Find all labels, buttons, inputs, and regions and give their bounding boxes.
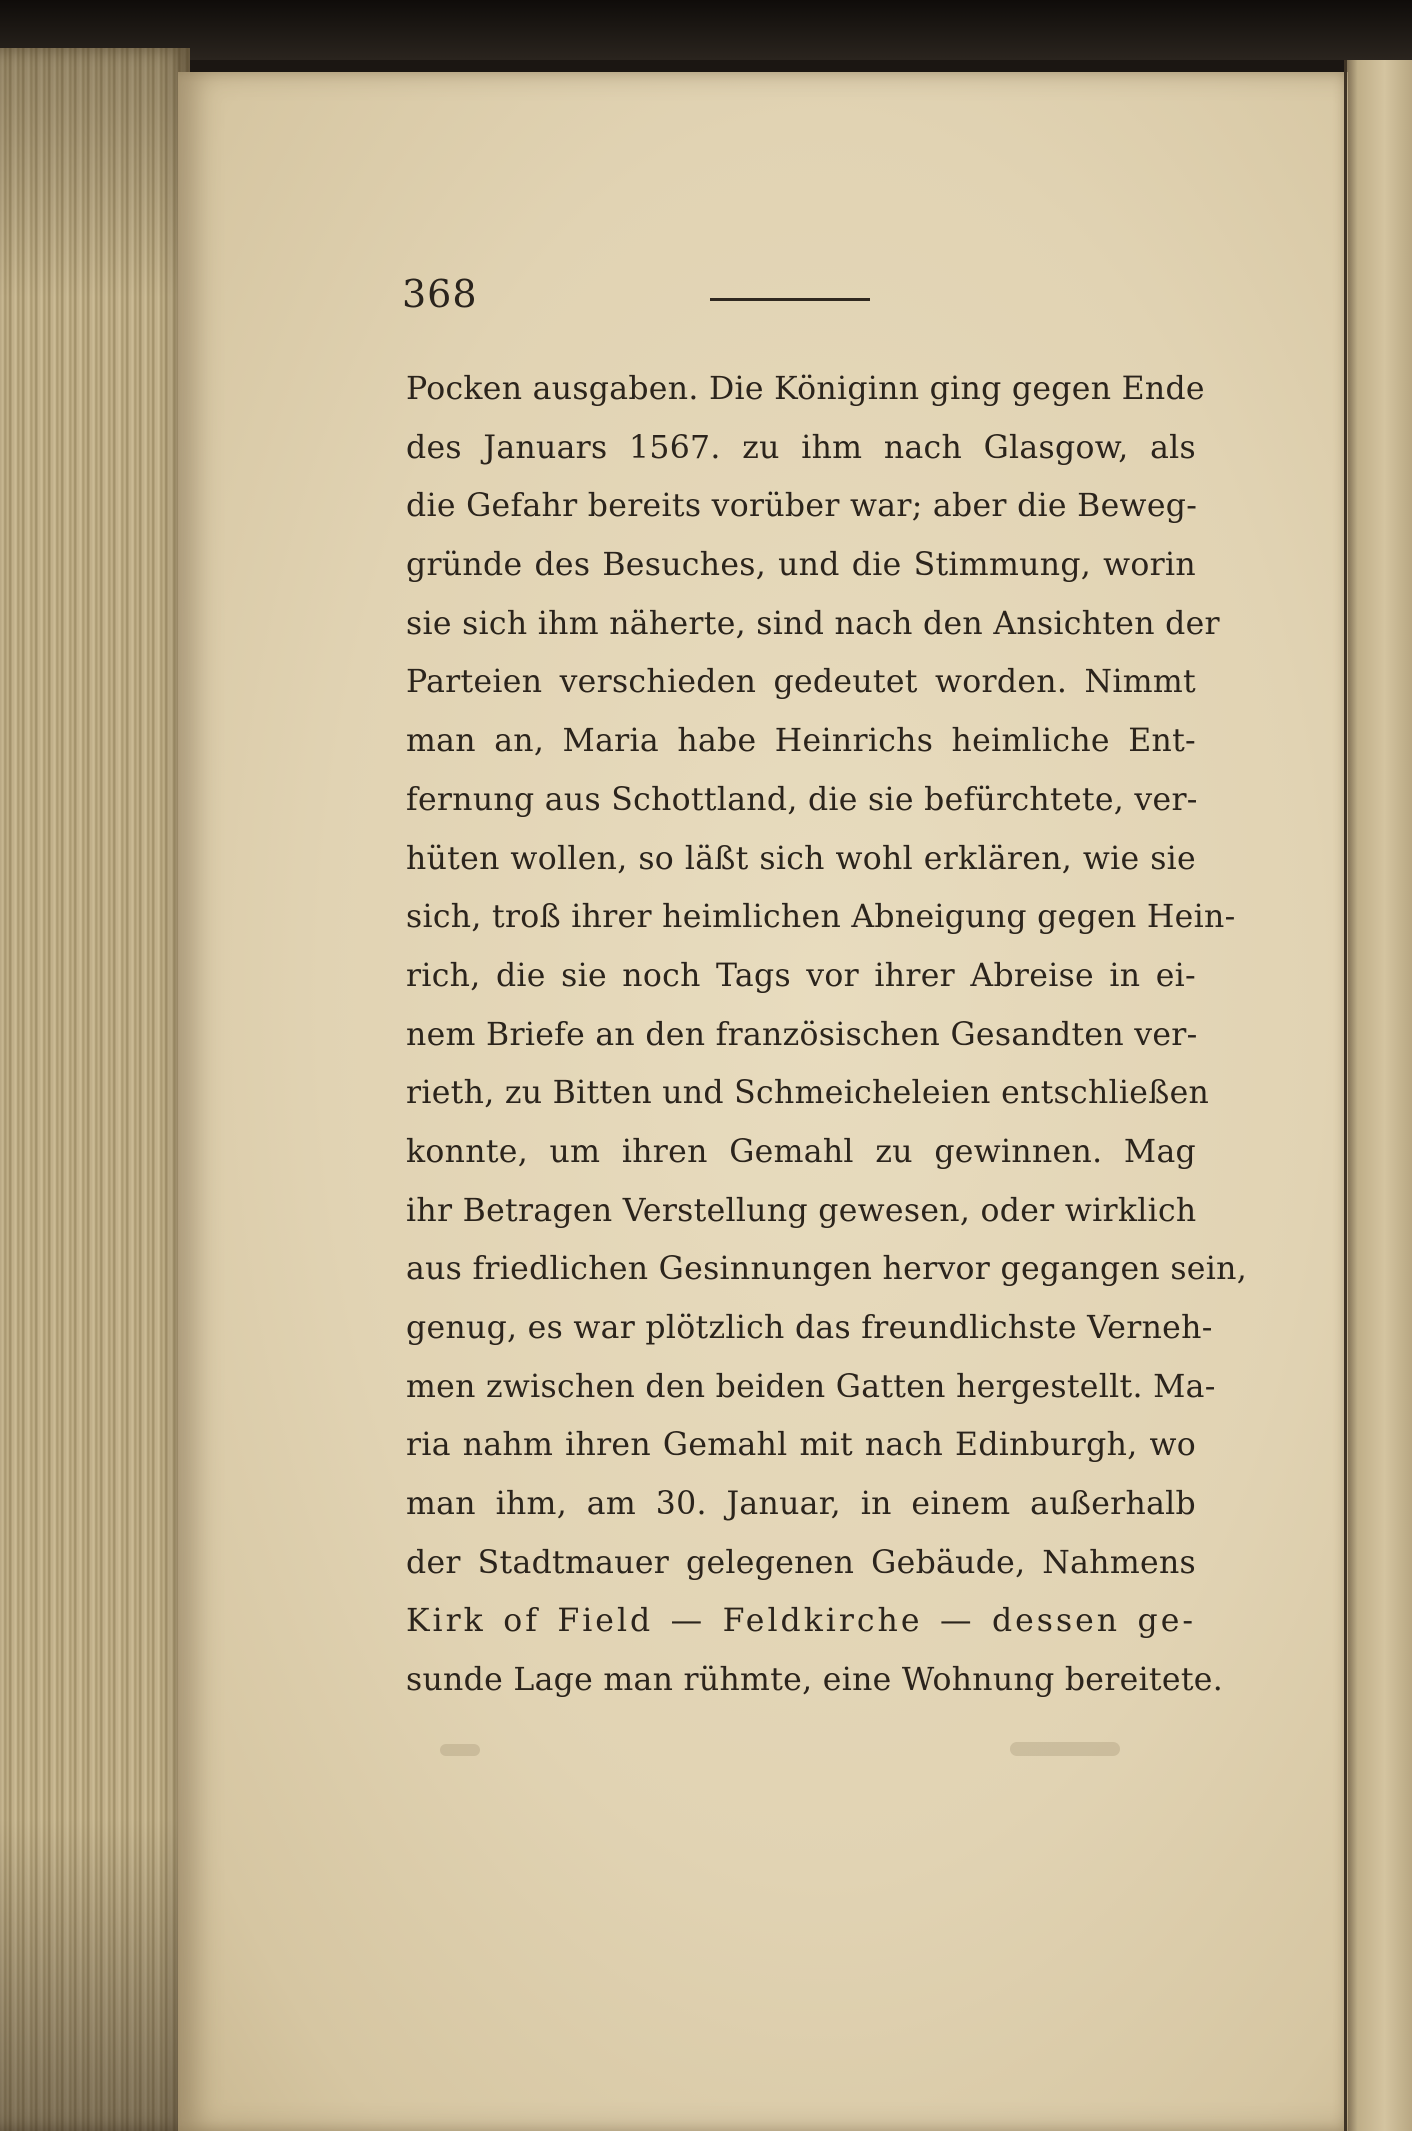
book-top-edge [0, 0, 1412, 60]
next-page-edge [1344, 60, 1412, 2131]
text-line: Pocken ausgaben. Die Königinn ging gegen Ende [406, 371, 1205, 407]
text-line: gründe des Besuches, und die Stimmung, worin [406, 547, 1196, 584]
text-line: ihr Betragen Verstellung gewesen, oder wirklich [406, 1192, 1197, 1229]
text-line: fernung aus Schottland, die sie befürchtete, ver- [406, 781, 1198, 818]
stain-mark [440, 1744, 480, 1756]
text-line: hüten wollen, so läßt sich wohl erklären, wie sie [406, 840, 1196, 877]
text-line: sunde Lage man rühmte, eine Wohnung bereitete. [406, 1662, 1224, 1699]
body-text [406, 360, 1248, 1710]
text-line: rich, die sie noch Tags vor ihrer Abreise in ei- [406, 957, 1196, 994]
text-line: Parteien verschieden gedeutet worden. Nimmt [406, 664, 1196, 701]
text-line: man ihm, am 30. Januar, in einem außerhalb [406, 1486, 1196, 1523]
text-line: die Gefahr bereits vorüber war; aber die Beweg- [406, 488, 1198, 525]
text-line: aus friedlichen Gesinnungen hervor gegangen sein, [406, 1251, 1248, 1288]
page-stack-shade [0, 48, 190, 2131]
gutter-line [1344, 60, 1347, 2131]
running-header [402, 272, 1202, 332]
header-rule [710, 298, 870, 301]
text-line: sich, troß ihrer heimlichen Abneigung gegen Hein- [406, 899, 1236, 936]
text-line: ria nahm ihren Gemahl mit nach Edinburgh, wo [406, 1427, 1196, 1464]
text-line: men zwischen den beiden Gatten hergestellt. Ma- [406, 1368, 1216, 1405]
text-line: Kirk of Field — Feldkirche — dessen ge- [406, 1603, 1196, 1640]
text-line: nem Briefe an den französischen Gesandten ver- [406, 1016, 1198, 1053]
page-number: 368 [402, 272, 478, 316]
text-line: konnte, um ihren Gemahl zu gewinnen. Mag [406, 1133, 1196, 1170]
text-line: sie sich ihm näherte, sind nach den Ansichten der [406, 605, 1220, 642]
text-line: des Januars 1567. zu ihm nach Glasgow, als [406, 429, 1196, 466]
text-line: rieth, zu Bitten und Schmeicheleien entschließen [406, 1075, 1210, 1112]
stain-mark [1010, 1742, 1120, 1756]
page-stain [440, 1742, 1140, 1762]
text-line: man an, Maria habe Heinrichs heimliche Ent- [406, 723, 1196, 760]
text-line: genug, es war plötzlich das freundlichste Verneh- [406, 1310, 1213, 1346]
text-line: der Stadtmauer gelegenen Gebäude, Nahmens [406, 1544, 1196, 1581]
